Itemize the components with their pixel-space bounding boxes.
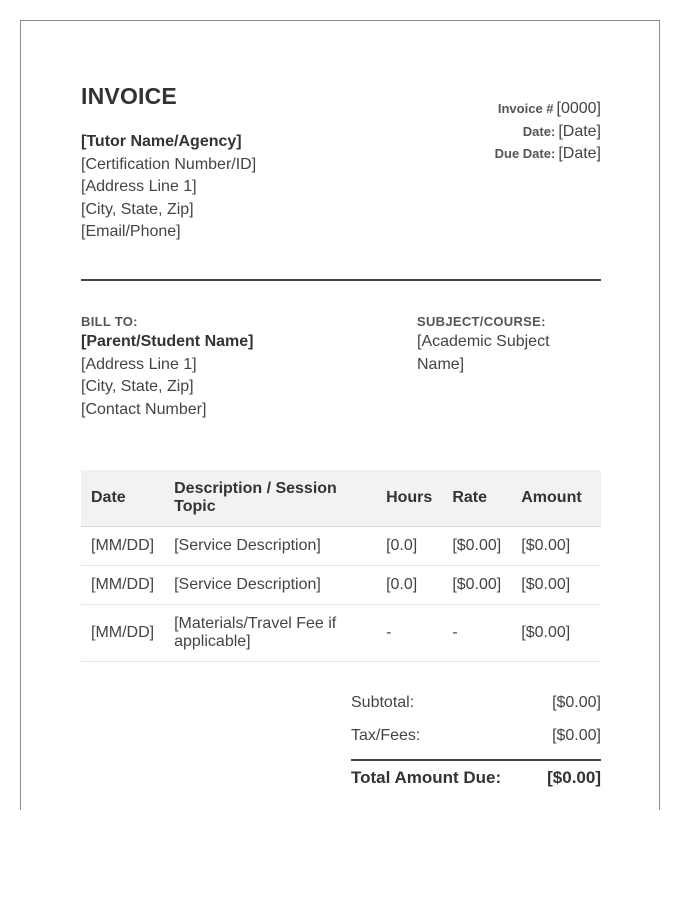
row-date: [MM/DD] [81,605,164,662]
bill-to-label: BILL TO: [81,314,138,329]
row-hours: [0.0] [376,566,442,605]
invoice-number-line [495,98,601,121]
header-hours: Hours [376,470,442,527]
header-rate: Rate [442,470,511,527]
bill-to-name: [Parent/Student Name] [81,333,254,350]
invoice-date-line [495,121,601,144]
row-amount: [$0.00] [511,527,601,566]
subject-block [417,313,601,376]
row-amount: [$0.00] [511,566,601,605]
header-divider [81,279,601,281]
subtotal-row [351,686,601,719]
total-value: [$0.00] [547,768,601,787]
tutor-contact: [Email/Phone] [81,223,181,240]
tutor-info [81,131,256,244]
table-header-row [81,470,601,527]
table-row [81,566,601,605]
invoice-meta [495,98,601,166]
table-row [81,605,601,662]
total-row [351,761,601,795]
row-rate: - [442,605,511,662]
invoice-number-label: Invoice # [497,101,554,116]
totals-block [351,686,601,795]
header-description: Description / Session Topic [164,470,376,527]
header-date: Date [81,470,164,527]
invoice-date-label: Date: [522,123,556,139]
tax-label: Tax/Fees: [351,726,421,744]
tutor-city: [City, State, Zip] [81,200,194,218]
due-date: [Date] [558,145,601,162]
total-label: Total Amount Due: [351,768,502,787]
row-hours: [0.0] [376,527,442,566]
header-amount: Amount [511,470,601,527]
line-items-table [81,470,601,662]
tutor-certification: [Certification Number/ID] [81,155,257,173]
subtotal-label: Subtotal: [351,693,415,711]
row-date: [MM/DD] [81,566,164,605]
table-row [81,527,601,566]
bill-to-city: [City, State, Zip] [81,378,194,395]
row-hours: - [376,605,442,662]
bill-to-contact: [Contact Number] [81,400,207,418]
row-amount: [$0.00] [511,605,601,662]
row-description: [Service Description] [164,566,376,605]
invoice-title: INVOICE [81,83,177,109]
subtotal-value: [$0.00] [552,693,601,711]
bill-to-block [81,313,253,421]
due-date-line [495,143,601,166]
row-description: [Service Description] [164,527,376,566]
tutor-address: [Address Line 1] [81,178,197,195]
tax-row [351,719,601,752]
row-description: [Materials/Travel Fee if applicable] [164,605,376,662]
tax-value: [$0.00] [552,726,601,744]
subject-label: SUBJECT/COURSE: [417,314,546,329]
row-date: [MM/DD] [81,527,164,566]
invoice-number: [0000] [556,100,601,117]
tutor-name: [Tutor Name/Agency] [81,133,242,150]
invoice-page [20,20,660,810]
invoice-date: [Date] [558,122,601,140]
due-date-label: Due Date: [494,146,556,161]
bill-to-address: [Address Line 1] [81,355,197,373]
row-rate: [$0.00] [442,566,511,605]
subject-value: [Academic Subject Name] [417,333,550,373]
row-rate: [$0.00] [442,527,511,566]
